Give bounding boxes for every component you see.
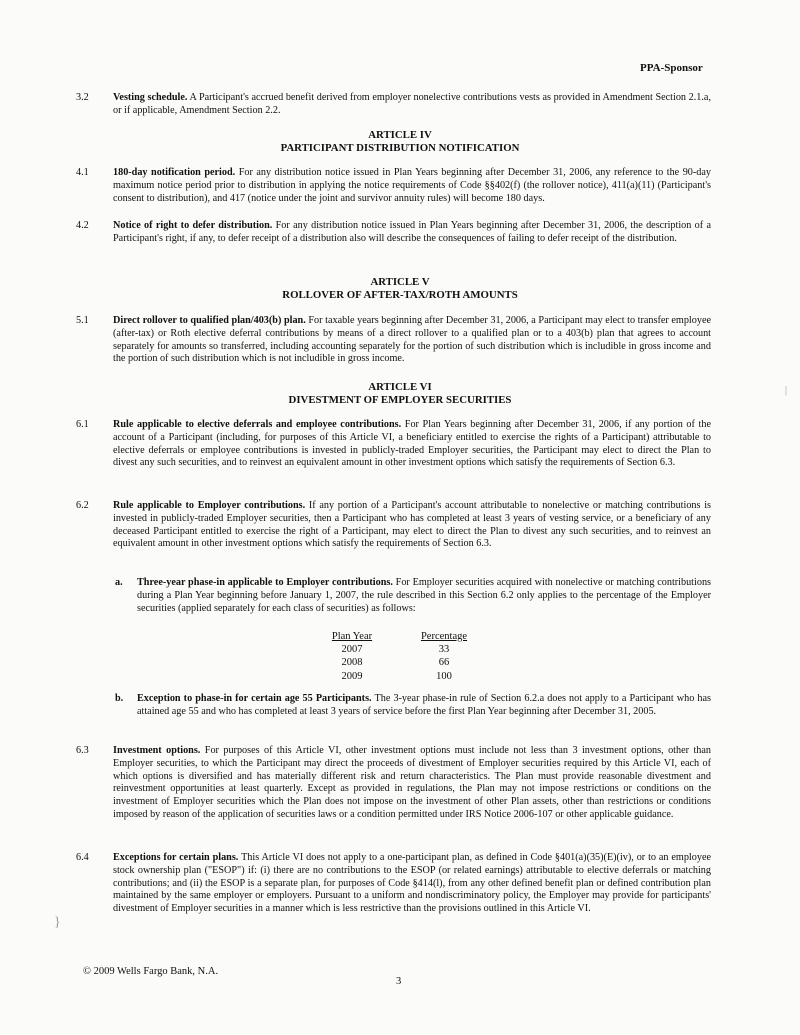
section-title: Notice of right to defer distribution. bbox=[113, 220, 273, 231]
section-5-1 bbox=[76, 315, 711, 366]
section-text: If any portion of a Participant's account attributable to nonelective or matching contributions is invested in publicly-traded Employer securities, then a Participant who has completed at least 3 years of vesting service, or a beneficiary of any deceased Participant entitled to exercise the right of a Participant, may elect to direct the Plan to divest any such securities, and to reinvest an equivalent amount in other investment options which satisfy the requirements of Section 6.3. bbox=[113, 500, 711, 550]
subsection-letter: a. bbox=[115, 577, 123, 588]
section-title: 180-day notification period. bbox=[113, 167, 236, 178]
section-text: For taxable years beginning after December 31, 2006, a Participant may elect to transfer employee (after-tax) or Roth elective deferral contributions by means of a direct rollover to a qualified plan or to a 403(b) plan that agrees to account separately for amounts so transferred, including accounting separately for the portion of such distribution which is includible in gross income and the portion of such distribution which is not includible in gross income. bbox=[113, 315, 711, 365]
article-number: ARTICLE V bbox=[370, 276, 430, 288]
section-number: 3.2 bbox=[76, 92, 89, 103]
section-number: 6.1 bbox=[76, 419, 89, 430]
table-cell: 2009 bbox=[341, 670, 363, 682]
section-title: Exceptions for certain plans. bbox=[113, 852, 239, 863]
subsection-title: Three-year phase-in applicable to Employer contributions. bbox=[137, 577, 393, 588]
section-text: For any distribution notice issued in Plan Years beginning after December 31, 2006, any reference to the 90-day maximum notice period prior to distribution in applying the notice requirements of Code §§402(f) (the rollover notice), 411(a)(11) (Participant's consent to distribution), and 417 (notice under the joint and survivor annuity rules) will become 180 days. bbox=[113, 167, 711, 204]
section-title: Vesting schedule. bbox=[113, 92, 188, 103]
table-cell: 33 bbox=[438, 644, 450, 656]
scan-mark: } bbox=[54, 915, 61, 930]
table-cell: 2007 bbox=[341, 644, 363, 656]
column-header: Plan Year bbox=[331, 631, 373, 642]
header-tag: PPA-Sponsor bbox=[640, 62, 703, 74]
section-title: Rule applicable to elective deferrals and employee contributions. bbox=[113, 419, 402, 430]
section-6-2 bbox=[76, 500, 711, 551]
section-4-1 bbox=[76, 167, 711, 205]
section-text: For Plan Years beginning after December 31, 2006, if any portion of the account of a Participant (including, for purposes of this Article VI, a beneficiary entitled to exercise the rights of a Participant) attributable to elective deferrals or employee contributions is invested in publicly-traded Employer securities, the Participant may elect to direct the Plan to divest any such securities, and to reinvest an equivalent amount in other investment options which satisfy the requirements of Section 6.3. bbox=[113, 419, 711, 469]
page-number: 3 bbox=[396, 976, 402, 987]
subsection-title: Exception to phase-in for certain age 55 Participants. bbox=[137, 693, 372, 704]
section-6-4 bbox=[76, 852, 711, 916]
section-text: For purposes of this Article VI, other investment options must include not less than 3 investment options, other than Employer securities, to which the Participant may direct the proceeds of divestment of Employer securities required by this Article VI, each of which options is diversified and has materially different risk and return characteristics. The Plan must provide reasonable divestment and reinvestment opportunities at least quarterly. Except as provided in regulations, the Plan may not impose restrictions or conditions on the investment of Employer securities which the Plan does not impose on the investment of other Plan assets, other than restrictions or conditions imposed by reason of the application of securities laws or a condition permitted under IRS Notice 2006-107 or other applicable guidance. bbox=[113, 745, 711, 820]
table-cell: 100 bbox=[436, 670, 452, 682]
article-v-heading bbox=[0, 276, 800, 302]
section-4-2 bbox=[76, 220, 711, 246]
table-cell: 66 bbox=[438, 657, 450, 669]
subsection-text: For Employer securities acquired with nonelective or matching contributions during a Plan Year beginning before January 1, 2007, the rule described in this Section 6.2 only applies to the percentage of the Employer securities (applied separately for each class of securities) as follows: bbox=[137, 577, 711, 614]
section-6-3 bbox=[76, 745, 711, 822]
section-number: 4.2 bbox=[76, 220, 89, 231]
table-cell: 2008 bbox=[341, 657, 363, 669]
article-vi-heading bbox=[0, 381, 800, 407]
section-text: A Participant's accrued benefit derived from employer nonelective contributions vests as provided in Amendment Section 2.1.a, or if applicable, Amendment Section 2.2. bbox=[113, 92, 712, 116]
article-title: PARTICIPANT DISTRIBUTION NOTIFICATION bbox=[280, 142, 520, 154]
subsection-6-2-b bbox=[115, 693, 711, 719]
section-title: Rule applicable to Employer contributions. bbox=[113, 500, 306, 511]
section-text: This Article VI does not apply to a one-participant plan, as defined in Code §401(a)(35)(E)(iv), or to an employee stock ownership plan ("ESOP") if: (i) there are no contributions to the ESOP (or related earnings) attributable to elective deferrals or matching contributions; and (ii) the ESOP is a separate plan, for purposes of Code §414(l), from any other defined benefit plan or defined contribution plan maintained by the same employer or employers. Pursuant to a uniform and nondiscriminatory policy, the Employer may provide for participants' divestment of Employer securities in a manner which is less restrictive than the provisions outlined in this Article VI. bbox=[113, 852, 711, 915]
section-title: Investment options. bbox=[113, 745, 201, 756]
percentage-column bbox=[417, 630, 471, 683]
section-3-2 bbox=[76, 92, 711, 118]
article-number: ARTICLE IV bbox=[368, 129, 432, 141]
column-header: Percentage bbox=[420, 631, 468, 642]
section-number: 6.3 bbox=[76, 745, 89, 756]
scan-mark: | bbox=[785, 385, 788, 396]
section-number: 6.2 bbox=[76, 500, 89, 511]
article-iv-heading bbox=[0, 129, 800, 155]
article-number: ARTICLE VI bbox=[368, 381, 432, 393]
subsection-6-2-a bbox=[115, 577, 711, 615]
section-number: 5.1 bbox=[76, 315, 89, 326]
section-number: 4.1 bbox=[76, 167, 89, 178]
section-title: Direct rollover to qualified plan/403(b) plan. bbox=[113, 315, 306, 326]
copyright-footer: © 2009 Wells Fargo Bank, N.A. bbox=[83, 966, 219, 977]
plan-year-column bbox=[325, 630, 379, 683]
article-title: DIVESTMENT OF EMPLOYER SECURITIES bbox=[288, 394, 512, 406]
section-number: 6.4 bbox=[76, 852, 89, 863]
subsection-letter: b. bbox=[115, 693, 124, 704]
section-6-1 bbox=[76, 419, 711, 470]
subsection-text: The 3-year phase-in rule of Section 6.2.a does not apply to a Participant who has attained age 55 and who has completed at least 3 years of service before the first Plan Year beginning after December 31, 2005. bbox=[137, 693, 711, 717]
article-title: ROLLOVER OF AFTER-TAX/ROTH AMOUNTS bbox=[282, 289, 518, 301]
section-text: For any distribution notice issued in Plan Years beginning after December 31, 2006, the description of a Participant's right, if any, to defer receipt of a distribution also will describe the consequences of failing to defer receipt of the distribution. bbox=[113, 220, 711, 244]
